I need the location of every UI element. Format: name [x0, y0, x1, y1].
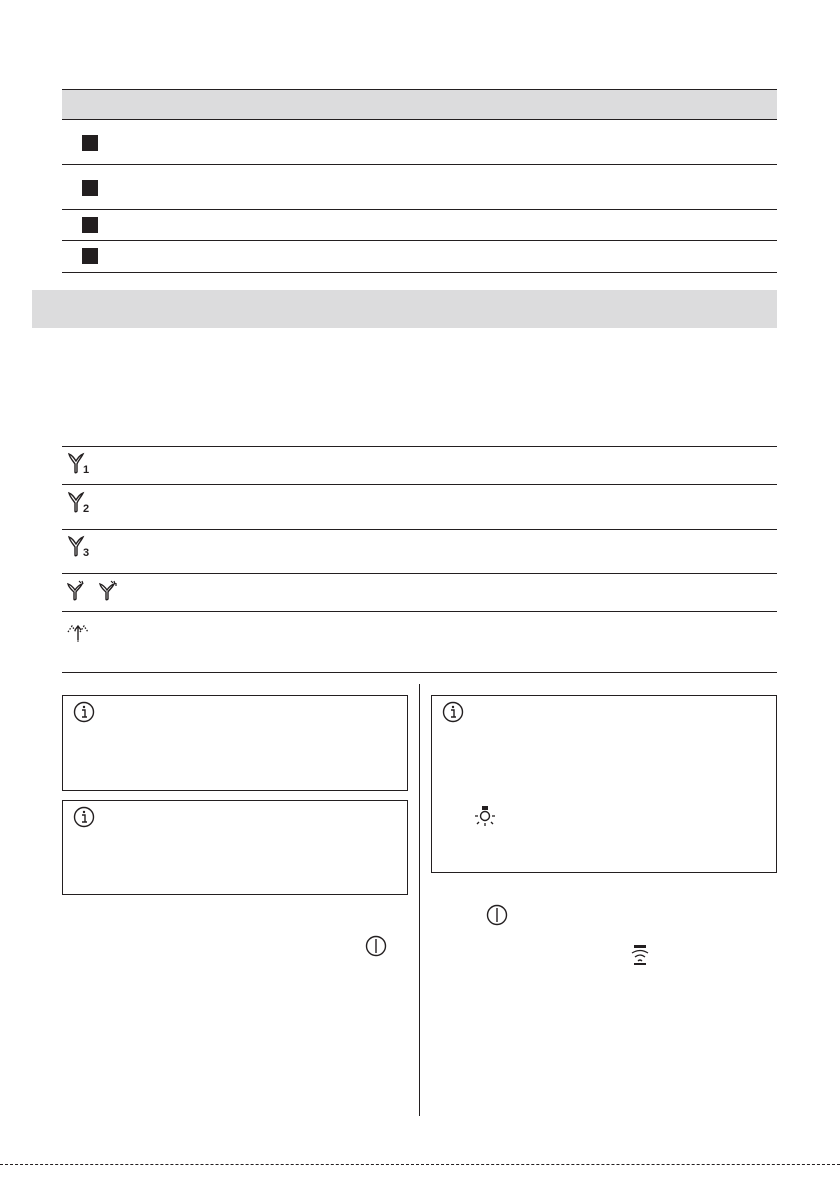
table-row: [62, 241, 777, 273]
table-row: [62, 165, 777, 210]
info-box: [431, 695, 777, 873]
info-box: [62, 695, 408, 791]
info-icon: [73, 806, 95, 833]
fan-boost-pair-icon: [66, 580, 128, 604]
fan-speed-2-icon: [66, 491, 92, 515]
power-icon: [486, 904, 508, 926]
svg-text:3: 3: [83, 547, 90, 559]
black-square-icon: [82, 135, 98, 151]
table-rule: [62, 672, 777, 673]
column-divider: [419, 684, 420, 1116]
fan-speed-3-icon: [66, 535, 92, 559]
page-bottom-rule: [0, 1164, 840, 1165]
black-square-icon: [82, 248, 98, 264]
fan-speed-1-icon: [66, 452, 92, 476]
symbols-table: [62, 446, 777, 673]
info-icon: [73, 701, 95, 728]
table-rule: [62, 484, 777, 485]
light-bulb-icon: [474, 805, 496, 827]
table-rule: [62, 573, 777, 574]
black-square-icon: [82, 180, 98, 196]
table-rule: [62, 529, 777, 530]
table-row: [62, 120, 777, 165]
info-box: [62, 800, 408, 895]
svg-text:1: 1: [83, 464, 90, 476]
svg-text:2: 2: [83, 503, 90, 515]
black-square-icon: [82, 217, 98, 233]
table-row: [62, 210, 777, 241]
table-rule: [62, 446, 777, 447]
hob2hood-wireless-icon: [630, 944, 650, 966]
top-table: [62, 89, 777, 273]
table-rule: [62, 611, 777, 612]
top-table-header: [62, 89, 777, 120]
section-heading-band: [32, 290, 777, 328]
power-icon: [365, 935, 387, 957]
info-icon: [442, 701, 464, 728]
breeze-arrows-icon: [64, 618, 92, 642]
